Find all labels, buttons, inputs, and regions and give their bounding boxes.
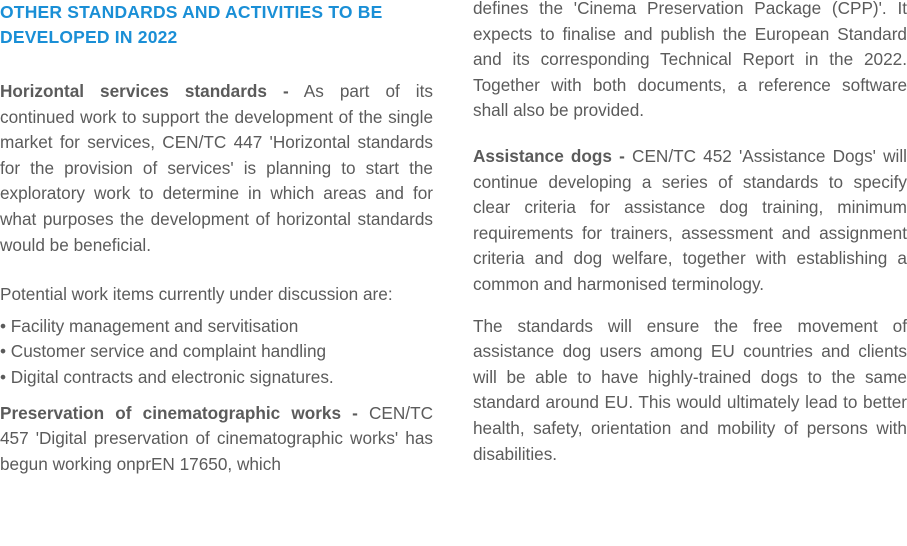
cinematographic-body: CEN/TC 457 'Digital preservation of cinematographic works' has begun working onprEN 17650, which — [0, 402, 433, 474]
assistance-dogs-paragraph — [473, 144, 907, 298]
horizontal-services-lead: Horizontal services standards - — [0, 81, 289, 101]
horizontal-services-body: As part of its continued work to support the development of the single market for services, CEN/TC 447 'Horizontal standards for the provision of services' is planning to start the exploratory work to determine in which areas and for what purposes the development of horizontal standards would be beneficial. — [0, 81, 433, 255]
list-item: • Digital contracts and electronic signatures. — [0, 365, 433, 391]
list-item: • Facility management and servitisation — [0, 314, 433, 340]
left-column — [0, 0, 433, 477]
potential-work-intro: Potential work items currently under discussion are: — [0, 284, 393, 305]
section-heading: OTHER STANDARDS AND ACTIVITIES TO BE DEVELOPED IN 2022 — [0, 2, 383, 47]
work-items-list — [0, 314, 433, 391]
horizontal-services-paragraph — [0, 79, 433, 258]
list-item: • Customer service and complaint handling — [0, 339, 433, 365]
cinematographic-lead: Preservation of cinematographic works - — [0, 402, 358, 423]
closing-paragraph: The standards will ensure the free movement of assistance dog users among EU countries and clients will be able to have highly-trained dogs to the same standard around EU. This would ultimately lead to better health, safety, orientation and mobility of persons with disabilities. — [473, 315, 907, 464]
assistance-dogs-body: CEN/TC 452 'Assistance Dogs' will continue developing a series of standards to specify clear criteria for assistance dog training, minimum requirements for trainers, assessment and assignment criteria and dog welfare, together with establishing a common and harmonised terminology. — [473, 145, 907, 294]
right-column — [473, 0, 907, 467]
cinematographic-continued: defines the 'Cinema Preservation Package (CPP)'. It expects to finalise and publish the European Standard and its corresponding Technical Report in the 2022. Together with both documents, a reference software shall also be provided. — [473, 0, 907, 121]
cinematographic-paragraph — [0, 401, 433, 478]
assistance-dogs-lead: Assistance dogs - — [473, 145, 625, 166]
